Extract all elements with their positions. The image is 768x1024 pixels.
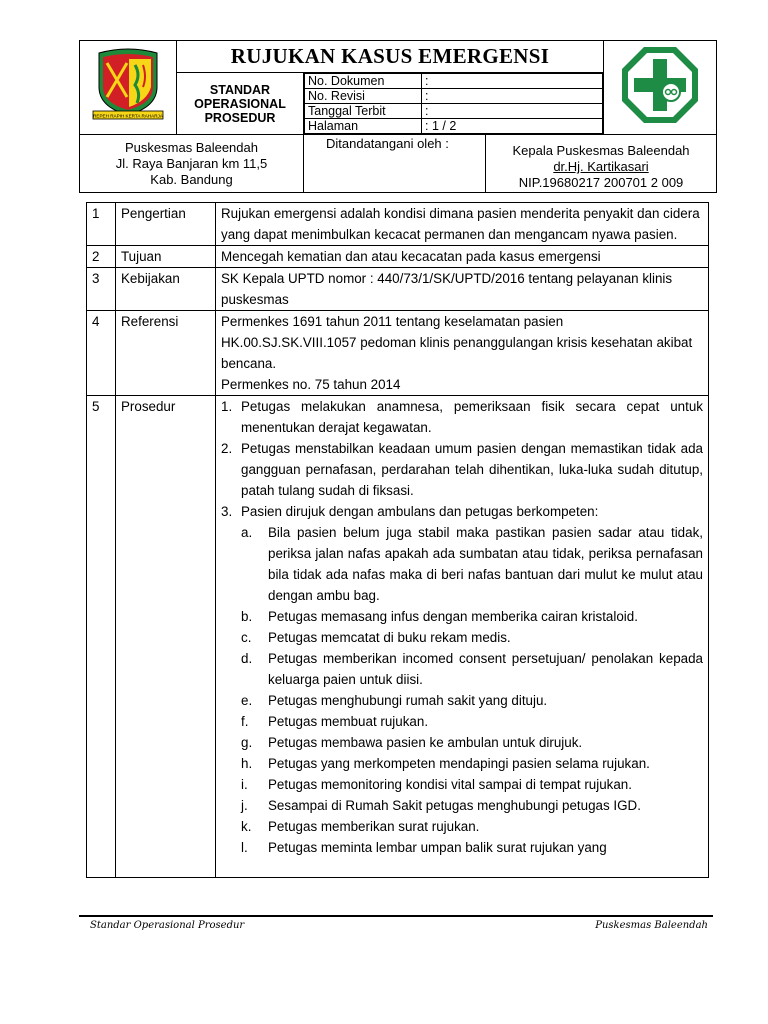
- section-number: 3: [87, 268, 116, 311]
- section-content: [216, 246, 709, 268]
- section-label: Tujuan: [116, 246, 216, 268]
- section-content: [216, 268, 709, 311]
- org-regency: Kab. Bandung: [150, 171, 233, 187]
- substep-marker: c.: [241, 630, 252, 645]
- table-row: [87, 246, 709, 268]
- substep-marker: k.: [241, 819, 252, 834]
- meta-value-revision-no: :: [422, 89, 603, 104]
- section-paragraph: Permenkes no. 75 tahun 2014: [221, 377, 401, 392]
- sop-header: [79, 40, 717, 193]
- section-label: Pengertian: [116, 203, 216, 246]
- procedure-substep: [221, 837, 703, 858]
- substep-text: Sesampai di Rumah Sakit petugas menghubungi petugas IGD.: [268, 798, 641, 813]
- meta-value-document-no: :: [422, 74, 603, 89]
- procedure-substep: [221, 522, 703, 606]
- footer-right: Puskesmas Baleendah: [595, 920, 708, 931]
- substep-text: Petugas menghubungi rumah sakit yang dituju.: [268, 693, 548, 708]
- substep-text: Bila pasien belum juga stabil maka pastikan pasien sadar atau tidak, periksa jalan nafas apakah ada sumbatan atau tidak, periksa pernafasan bila tidak ada nafas maka di beri nafas bantuan dari mulut ke mulut atau dengan ambu bag.: [268, 525, 703, 603]
- procedure-steps: [216, 396, 709, 878]
- meta-value-issue-date: :: [422, 104, 603, 119]
- procedure-step: [221, 501, 703, 522]
- section-number: 2: [87, 246, 116, 268]
- step-marker: 2.: [221, 441, 233, 456]
- section-paragraph: HK.00.SJ.SK.VIII.1057 pedoman klinis penanggulangan krisis kesehatan akibat bencana.: [221, 335, 693, 371]
- substep-marker: a.: [241, 525, 253, 540]
- head-title: Kepala Puskesmas Baleendah: [512, 143, 690, 158]
- puskesmas-logo-cell: [604, 41, 717, 135]
- procedure-substep: [221, 732, 703, 753]
- document-title: RUJUKAN KASUS EMERGENSI: [177, 41, 604, 73]
- procedure-substep: [221, 690, 703, 711]
- meta-label-document-no: No. Dokumen: [305, 74, 422, 89]
- head-name: dr.Hj. Kartikasari: [553, 159, 649, 174]
- table-row: [87, 396, 709, 878]
- document-meta-table: [304, 73, 603, 134]
- svg-text:REPEH RAPIH KERTA RAHARJA: REPEH RAPIH KERTA RAHARJA: [93, 113, 163, 119]
- substep-marker: d.: [241, 651, 253, 666]
- meta-label-page: Halaman: [305, 119, 422, 134]
- meta-label-revision-no: No. Revisi: [305, 89, 422, 104]
- section-paragraph: SK Kepala UPTD nomor : 440/73/1/SK/UPTD/2016 tentang pelayanan klinis puskesmas: [221, 271, 673, 307]
- substep-marker: b.: [241, 609, 253, 624]
- section-label: Kebijakan: [116, 268, 216, 311]
- step-text: Petugas menstabilkan keadaan umum pasien dengan memastikan tidak ada gangguan pernafasan, perdarahan telah dihentikan, luka-luka sudah ditutup, patah tulang sudah di fiksasi.: [241, 441, 703, 498]
- procedure-substep: [221, 627, 703, 648]
- section-paragraph: Mencegah kematian dan atau kecacatan pada kasus emergensi: [221, 249, 601, 264]
- footer-left: Standar Operasional Prosedur: [90, 920, 245, 931]
- table-row: [87, 268, 709, 311]
- section-paragraph: Permenkes 1691 tahun 2011 tentang keselamatan pasien: [221, 314, 564, 329]
- footer-divider: [79, 915, 713, 917]
- section-label: Referensi: [116, 311, 216, 396]
- substep-text: Petugas memcatat di buku rekam medis.: [268, 630, 511, 645]
- procedure-substep: [221, 816, 703, 837]
- step-text: Pasien dirujuk dengan ambulans dan petugas berkompeten:: [241, 504, 599, 519]
- meta-label-issue-date: Tanggal Terbit: [305, 104, 422, 119]
- substep-text: Petugas memberikan incomed consent persetujuan/ penolakan kepada keluarga paien untuk diisi.: [268, 651, 703, 687]
- substep-marker: e.: [241, 693, 253, 708]
- substep-marker: g.: [241, 735, 253, 750]
- substep-marker: j.: [241, 798, 248, 813]
- table-row: [87, 311, 709, 396]
- sop-label-line3: PROSEDUR: [204, 110, 276, 125]
- substep-text: Petugas membuat rujukan.: [268, 714, 429, 729]
- substep-marker: i.: [241, 777, 248, 792]
- substep-marker: f.: [241, 714, 249, 729]
- procedure-substep: [221, 753, 703, 774]
- substep-marker: l.: [241, 840, 248, 855]
- step-text: Petugas melakukan anamnesa, pemeriksaan fisik secara cepat untuk menentukan derajat kegawatan.: [241, 399, 703, 435]
- procedure-substep: [221, 795, 703, 816]
- document-meta-cell: [304, 73, 604, 135]
- meta-value-page: : 1 / 2: [422, 119, 603, 134]
- sop-label: [177, 73, 304, 135]
- procedure-substep: [221, 606, 703, 627]
- org-street: Jl. Raya Banjaran km 11,5: [115, 155, 268, 171]
- substep-text: Petugas memberikan surat rujukan.: [268, 819, 480, 834]
- puskesmas-health-cross-icon: [620, 45, 700, 125]
- head-nip: NIP.19680217 200701 2 009: [518, 175, 684, 190]
- procedure-step: [221, 396, 703, 438]
- substep-text: Petugas memasang infus dengan memberika cairan kristaloid.: [268, 609, 638, 624]
- step-marker: 3.: [221, 504, 233, 519]
- section-number: 5: [87, 396, 116, 878]
- organization-address: [80, 135, 304, 193]
- procedure-step: [221, 438, 703, 501]
- org-name: Puskesmas Baleendah: [125, 139, 258, 155]
- procedure-substep: [221, 711, 703, 732]
- kabupaten-bandung-emblem-icon: [91, 47, 165, 123]
- substep-text: Petugas memonitoring kondisi vital sampai di tempat rujukan.: [268, 777, 632, 792]
- head-signature-block: [486, 135, 717, 193]
- section-number: 4: [87, 311, 116, 396]
- table-row: [87, 203, 709, 246]
- procedure-substep: [221, 648, 703, 690]
- step-marker: 1.: [221, 399, 233, 414]
- substep-text: Petugas yang merkompeten mendapingi pasien selama rujukan.: [268, 756, 650, 771]
- section-content: [216, 311, 709, 396]
- section-content: [216, 203, 709, 246]
- section-paragraph: Rujukan emergensi adalah kondisi dimana pasien menderita penyakit dan cidera yang dapat menimbulkan kecacat permanen dan mengancam nyawa pasien.: [221, 206, 700, 242]
- substep-marker: h.: [241, 756, 253, 771]
- sop-label-line2: OPERASIONAL: [194, 96, 286, 111]
- section-number: 1: [87, 203, 116, 246]
- procedure-substep: [221, 774, 703, 795]
- substep-text: Petugas meminta lembar umpan balik surat rujukan yang: [268, 840, 607, 855]
- signed-by-label: Ditandatangani oleh :: [304, 135, 486, 193]
- regency-logo-cell: [80, 41, 177, 135]
- sop-content-table: [86, 202, 709, 878]
- substep-text: Petugas membawa pasien ke ambulan untuk dirujuk.: [268, 735, 583, 750]
- section-label: Prosedur: [116, 396, 216, 878]
- sop-label-line1: STANDAR: [209, 82, 271, 97]
